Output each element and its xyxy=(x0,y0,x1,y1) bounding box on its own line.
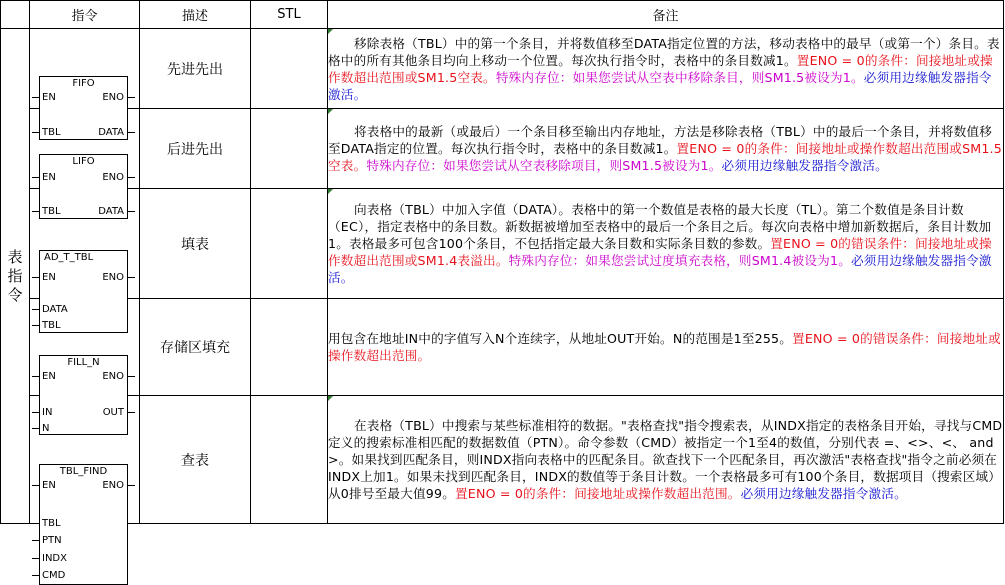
remark-error-condition: 置ENO = 0的错误条件：间接地址或操作数超出范围。 xyxy=(328,331,1001,363)
pin-en: EN xyxy=(42,479,56,491)
description-cell: 先进先出 xyxy=(140,29,251,109)
description-cell: 填表 xyxy=(140,189,251,299)
remarks-cell xyxy=(328,189,1004,299)
table-row xyxy=(1,189,1004,299)
category-cell xyxy=(1,29,30,524)
pin-data: DATA xyxy=(98,126,124,138)
ladder-block xyxy=(39,464,128,585)
pin-en: EN xyxy=(42,91,56,103)
header-remarks: 备注 xyxy=(328,1,1004,29)
description-cell: 存储区填充 xyxy=(140,299,251,396)
header-blank xyxy=(1,1,30,29)
pin-eno: ENO xyxy=(102,371,124,382)
remark-text: 在表格（TBL）中搜索与某些标准相符的数据。"表格查找"指令搜索表，从INDX指定的表格条目开始，寻找与CMD定义的搜索标准相匹配的数据数值（PTN）。命令参数（CMD）被指定一个1至4的数值，分别代表 =、<>、<、 and >。如果找到匹配条目，则INDX指向表格中的匹配条目。欲查找下一个匹配条目，再次激活"表格查找"指令之前必须在INDX上加1。如果未找到匹配条目，INDX的数值等于条目计数。一个表格最多可有100个条目，数据项目（搜索区域）从0排号至最大值99。 xyxy=(328,418,1003,501)
pin-eno: ENO xyxy=(102,171,124,183)
block-title: FIFO xyxy=(72,77,95,89)
remarks-cell xyxy=(328,109,1004,189)
table-row xyxy=(1,299,1004,396)
header-row xyxy=(1,1,1004,29)
table-row xyxy=(1,396,1004,524)
pin-indx: INDX xyxy=(42,552,67,564)
pin-eno: ENO xyxy=(102,479,124,491)
ladder-block xyxy=(39,154,128,219)
remark-error-condition: 置ENO = 0的条件：间接地址或操作数超出范围或SM1.5空表。 xyxy=(328,52,993,85)
pin-in: IN xyxy=(42,407,53,418)
remark-text: 用包含在地址IN中的字值写入N个连续字，从地址OUT开始。N的范围是1至255。 xyxy=(328,331,793,346)
pin-en: EN xyxy=(42,371,56,382)
pin-en: EN xyxy=(42,171,56,183)
pin-eno: ENO xyxy=(102,271,124,283)
remark-text: 向表格（TBL）中加入字值（DATA）。表格中的第一个数值是表格的最大长度（TL）。第二个数值是条目计数（EC），指定表格中的条目数。新数据被增加至表格中的最后一个条目之后。每次向表格中增加新数据后，条目计数加1。表格最多可包含100个条目，不包括指定最大条目数和实际条目数的参数。 xyxy=(328,202,992,251)
block-title: FILL_N xyxy=(67,357,100,368)
stl-cell xyxy=(251,396,328,524)
remark-trigger-note: 必须用边缘触发器指令激活。 xyxy=(740,486,907,501)
ladder-block xyxy=(39,355,128,435)
remark-special-bit: 特殊内存位：如果您尝试从空表移除项目，则SM1.5被设为1。 xyxy=(366,158,722,173)
pin-tbl: TBL xyxy=(42,205,61,217)
category-char: 令 xyxy=(7,285,23,304)
stl-cell xyxy=(251,109,328,189)
pin-en: EN xyxy=(42,271,56,283)
table-row xyxy=(1,109,1004,189)
pin-ptn: PTN xyxy=(42,534,62,546)
remark-trigger-note: 必须用边缘触发器指令激活。 xyxy=(328,69,992,102)
remarks-cell xyxy=(328,396,1004,524)
header-instruction: 指令 xyxy=(30,1,140,29)
header-description: 描述 xyxy=(140,1,251,29)
stl-cell xyxy=(251,299,328,396)
category-char: 表 xyxy=(7,247,23,266)
remark-text: 移除表格（TBL）中的第一个条目，并将数值移至DATA指定位置的方法，移动表格中的最早（或第一个）条目。表格中的所有其他条目均向上移动一个位置。每次执行指令时，表格中的条目数减1。 xyxy=(328,35,1000,68)
pin-cmd: CMD xyxy=(42,569,66,581)
pin-data: DATA xyxy=(98,205,124,217)
pin-out: OUT xyxy=(102,407,124,418)
pin-tbl: TBL xyxy=(42,517,61,529)
pin-tbl: TBL xyxy=(42,319,61,331)
remark-special-bit: 特殊内存位：如果您尝试过度填充表格，则SM1.4被设为1。 xyxy=(508,253,851,268)
block-title: LIFO xyxy=(72,155,95,167)
remark-trigger-note: 必须用边缘触发器指令激活。 xyxy=(721,158,888,173)
pin-data: DATA xyxy=(42,303,68,315)
ladder-block xyxy=(39,76,128,140)
remarks-cell xyxy=(328,29,1004,109)
pin-n: N xyxy=(42,423,50,434)
remark-text: 将表格中的最新（或最后）一个条目移至输出内存地址，方法是移除表格（TBL）中的最后一个条目，并将数值移至DATA指定的位置。每次执行指令时，表格中的条目数减1。 xyxy=(328,124,993,156)
category-char: 指 xyxy=(7,266,23,285)
ladder-block xyxy=(39,250,128,333)
remark-special-bit: 特殊内存位：如果您尝试从空表中移除条目，则SM1.5被设为1。 xyxy=(495,69,864,85)
stl-cell xyxy=(251,29,328,109)
remark-error-condition: 置ENO = 0的条件：间接地址或操作数超出范围或SM1.5空表。 xyxy=(328,141,1002,173)
header-stl: STL xyxy=(251,1,328,29)
pin-tbl: TBL xyxy=(42,126,61,138)
remark-error-condition: 置ENO = 0的错误条件：间接地址或操作数超出范围或SM1.4表溢出。 xyxy=(328,236,992,268)
block-title: TBL_FIND xyxy=(59,465,108,477)
description-cell: 后进先出 xyxy=(140,109,251,189)
remarks-cell xyxy=(328,299,1004,396)
instruction-cell xyxy=(30,29,140,138)
remark-error-condition: 置ENO = 0的条件：间接地址或操作数超出范围。 xyxy=(455,486,741,501)
table-row xyxy=(1,29,1004,109)
stl-cell xyxy=(251,189,328,299)
description-cell: 查表 xyxy=(140,396,251,524)
block-title: AD_T_TBL xyxy=(44,251,94,263)
pin-eno: ENO xyxy=(102,91,124,103)
remark-trigger-note: 必须用边缘触发器指令激活。 xyxy=(328,253,992,285)
